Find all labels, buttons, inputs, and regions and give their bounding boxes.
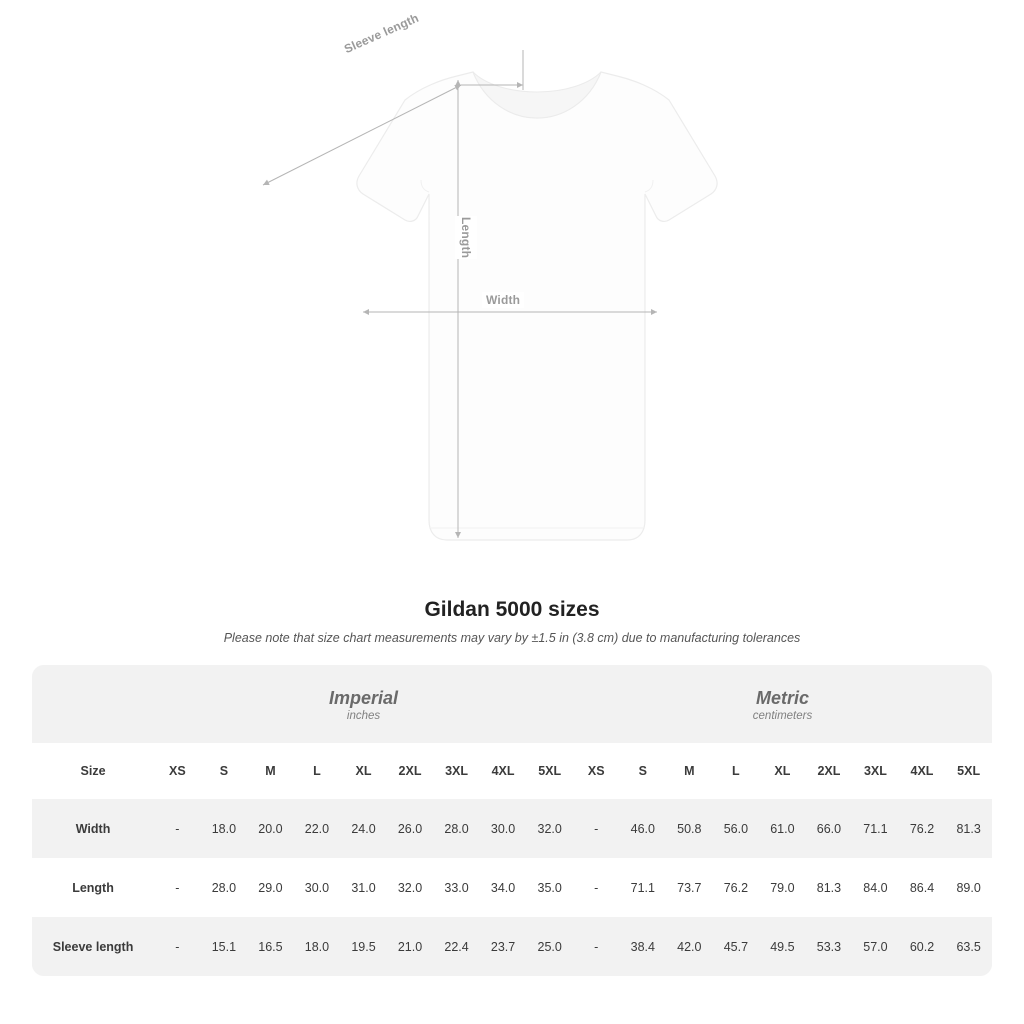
cell-sleeve-metric-2xl: 53.3: [806, 917, 853, 976]
size-header-label: Size: [32, 743, 154, 799]
cell-width-metric-5xl: 81.3: [945, 799, 992, 858]
cell-length-metric-m: 73.7: [666, 858, 713, 917]
size-header-imperial-3xl: 3XL: [433, 743, 480, 799]
size-header-imperial-xl: XL: [340, 743, 387, 799]
cell-sleeve-metric-xl: 49.5: [759, 917, 806, 976]
cell-sleeve-imperial-m: 16.5: [247, 917, 294, 976]
cell-width-imperial-3xl: 28.0: [433, 799, 480, 858]
cell-length-imperial-s: 28.0: [201, 858, 248, 917]
page-title: Gildan 5000 sizes: [424, 598, 600, 621]
size-header-metric-l: L: [713, 743, 760, 799]
cell-length-metric-s: 71.1: [620, 858, 667, 917]
cell-width-metric-l: 56.0: [713, 799, 760, 858]
cell-width-imperial-s: 18.0: [201, 799, 248, 858]
unit-imperial: [154, 665, 573, 743]
size-header-metric-s: S: [620, 743, 667, 799]
cell-length-imperial-l: 30.0: [294, 858, 341, 917]
cell-width-imperial-xs: -: [154, 799, 201, 858]
unit-metric-name: Metric: [755, 687, 809, 708]
cell-width-imperial-4xl: 30.0: [480, 799, 527, 858]
table-row: [32, 858, 992, 917]
unit-imperial-name: Imperial: [329, 687, 399, 708]
row-label-sleeve-length: Sleeve length: [32, 917, 154, 976]
cell-sleeve-metric-5xl: 63.5: [945, 917, 992, 976]
size-header-imperial-xs: XS: [154, 743, 201, 799]
cell-width-imperial-m: 20.0: [247, 799, 294, 858]
cell-sleeve-imperial-xs: -: [154, 917, 201, 976]
cell-sleeve-imperial-5xl: 25.0: [526, 917, 573, 976]
cell-length-imperial-m: 29.0: [247, 858, 294, 917]
cell-length-imperial-xs: -: [154, 858, 201, 917]
size-header-metric-xl: XL: [759, 743, 806, 799]
cell-width-metric-3xl: 71.1: [852, 799, 899, 858]
cell-length-metric-3xl: 84.0: [852, 858, 899, 917]
cell-width-metric-m: 50.8: [666, 799, 713, 858]
cell-length-metric-xl: 79.0: [759, 858, 806, 917]
cell-length-imperial-4xl: 34.0: [480, 858, 527, 917]
cell-width-imperial-l: 22.0: [294, 799, 341, 858]
label-sleeve-length: Sleeve length: [338, 8, 425, 58]
unit-header-row: [32, 665, 992, 743]
cell-width-metric-xl: 61.0: [759, 799, 806, 858]
tolerance-note: Please note that size chart measurements may vary by ±1.5 in (3.8 cm) due to manufacturing tolerances: [223, 631, 801, 645]
cell-sleeve-metric-m: 42.0: [666, 917, 713, 976]
size-header-metric-2xl: 2XL: [806, 743, 853, 799]
size-table-container: [32, 665, 992, 976]
cell-length-metric-xs: -: [573, 858, 620, 917]
cell-width-metric-s: 46.0: [620, 799, 667, 858]
cell-sleeve-metric-4xl: 60.2: [899, 917, 946, 976]
size-header-imperial-4xl: 4XL: [480, 743, 527, 799]
cell-sleeve-imperial-2xl: 21.0: [387, 917, 434, 976]
size-header-metric-m: M: [666, 743, 713, 799]
cell-width-imperial-xl: 24.0: [340, 799, 387, 858]
cell-sleeve-imperial-l: 18.0: [294, 917, 341, 976]
size-header-imperial-2xl: 2XL: [387, 743, 434, 799]
size-header-row: [32, 743, 992, 799]
label-width: Width: [482, 292, 524, 308]
cell-sleeve-imperial-4xl: 23.7: [480, 917, 527, 976]
cell-width-imperial-2xl: 26.0: [387, 799, 434, 858]
cell-sleeve-metric-l: 45.7: [713, 917, 760, 976]
size-header-metric-3xl: 3XL: [852, 743, 899, 799]
unit-metric-sub: centimeters: [752, 710, 813, 723]
size-header-imperial-s: S: [201, 743, 248, 799]
cell-sleeve-metric-3xl: 57.0: [852, 917, 899, 976]
cell-length-imperial-2xl: 32.0: [387, 858, 434, 917]
cell-width-metric-4xl: 76.2: [899, 799, 946, 858]
row-label-width: Width: [32, 799, 154, 858]
size-header-imperial-m: M: [247, 743, 294, 799]
cell-length-metric-l: 76.2: [713, 858, 760, 917]
size-header-metric-xs: XS: [573, 743, 620, 799]
cell-sleeve-imperial-xl: 19.5: [340, 917, 387, 976]
cell-sleeve-imperial-3xl: 22.4: [433, 917, 480, 976]
size-header-imperial-l: L: [294, 743, 341, 799]
unit-spacer: [32, 665, 154, 743]
cell-length-metric-4xl: 86.4: [899, 858, 946, 917]
row-label-length: Length: [32, 858, 154, 917]
unit-metric: [573, 665, 992, 743]
label-length: Length: [455, 216, 477, 259]
table-row: [32, 799, 992, 858]
size-header-metric-5xl: 5XL: [945, 743, 992, 799]
cell-width-metric-xs: -: [573, 799, 620, 858]
cell-width-imperial-5xl: 32.0: [526, 799, 573, 858]
size-header-imperial-5xl: 5XL: [526, 743, 573, 799]
cell-length-imperial-3xl: 33.0: [433, 858, 480, 917]
cell-width-metric-2xl: 66.0: [806, 799, 853, 858]
cell-length-imperial-5xl: 35.0: [526, 858, 573, 917]
cell-sleeve-imperial-s: 15.1: [201, 917, 248, 976]
size-header-metric-4xl: 4XL: [899, 743, 946, 799]
cell-sleeve-metric-s: 38.4: [620, 917, 667, 976]
unit-imperial-sub: inches: [346, 710, 381, 723]
table-row: [32, 917, 992, 976]
size-table: [32, 665, 992, 976]
cell-length-metric-2xl: 81.3: [806, 858, 853, 917]
cell-length-metric-5xl: 89.0: [945, 858, 992, 917]
cell-length-imperial-xl: 31.0: [340, 858, 387, 917]
cell-sleeve-metric-xs: -: [573, 917, 620, 976]
